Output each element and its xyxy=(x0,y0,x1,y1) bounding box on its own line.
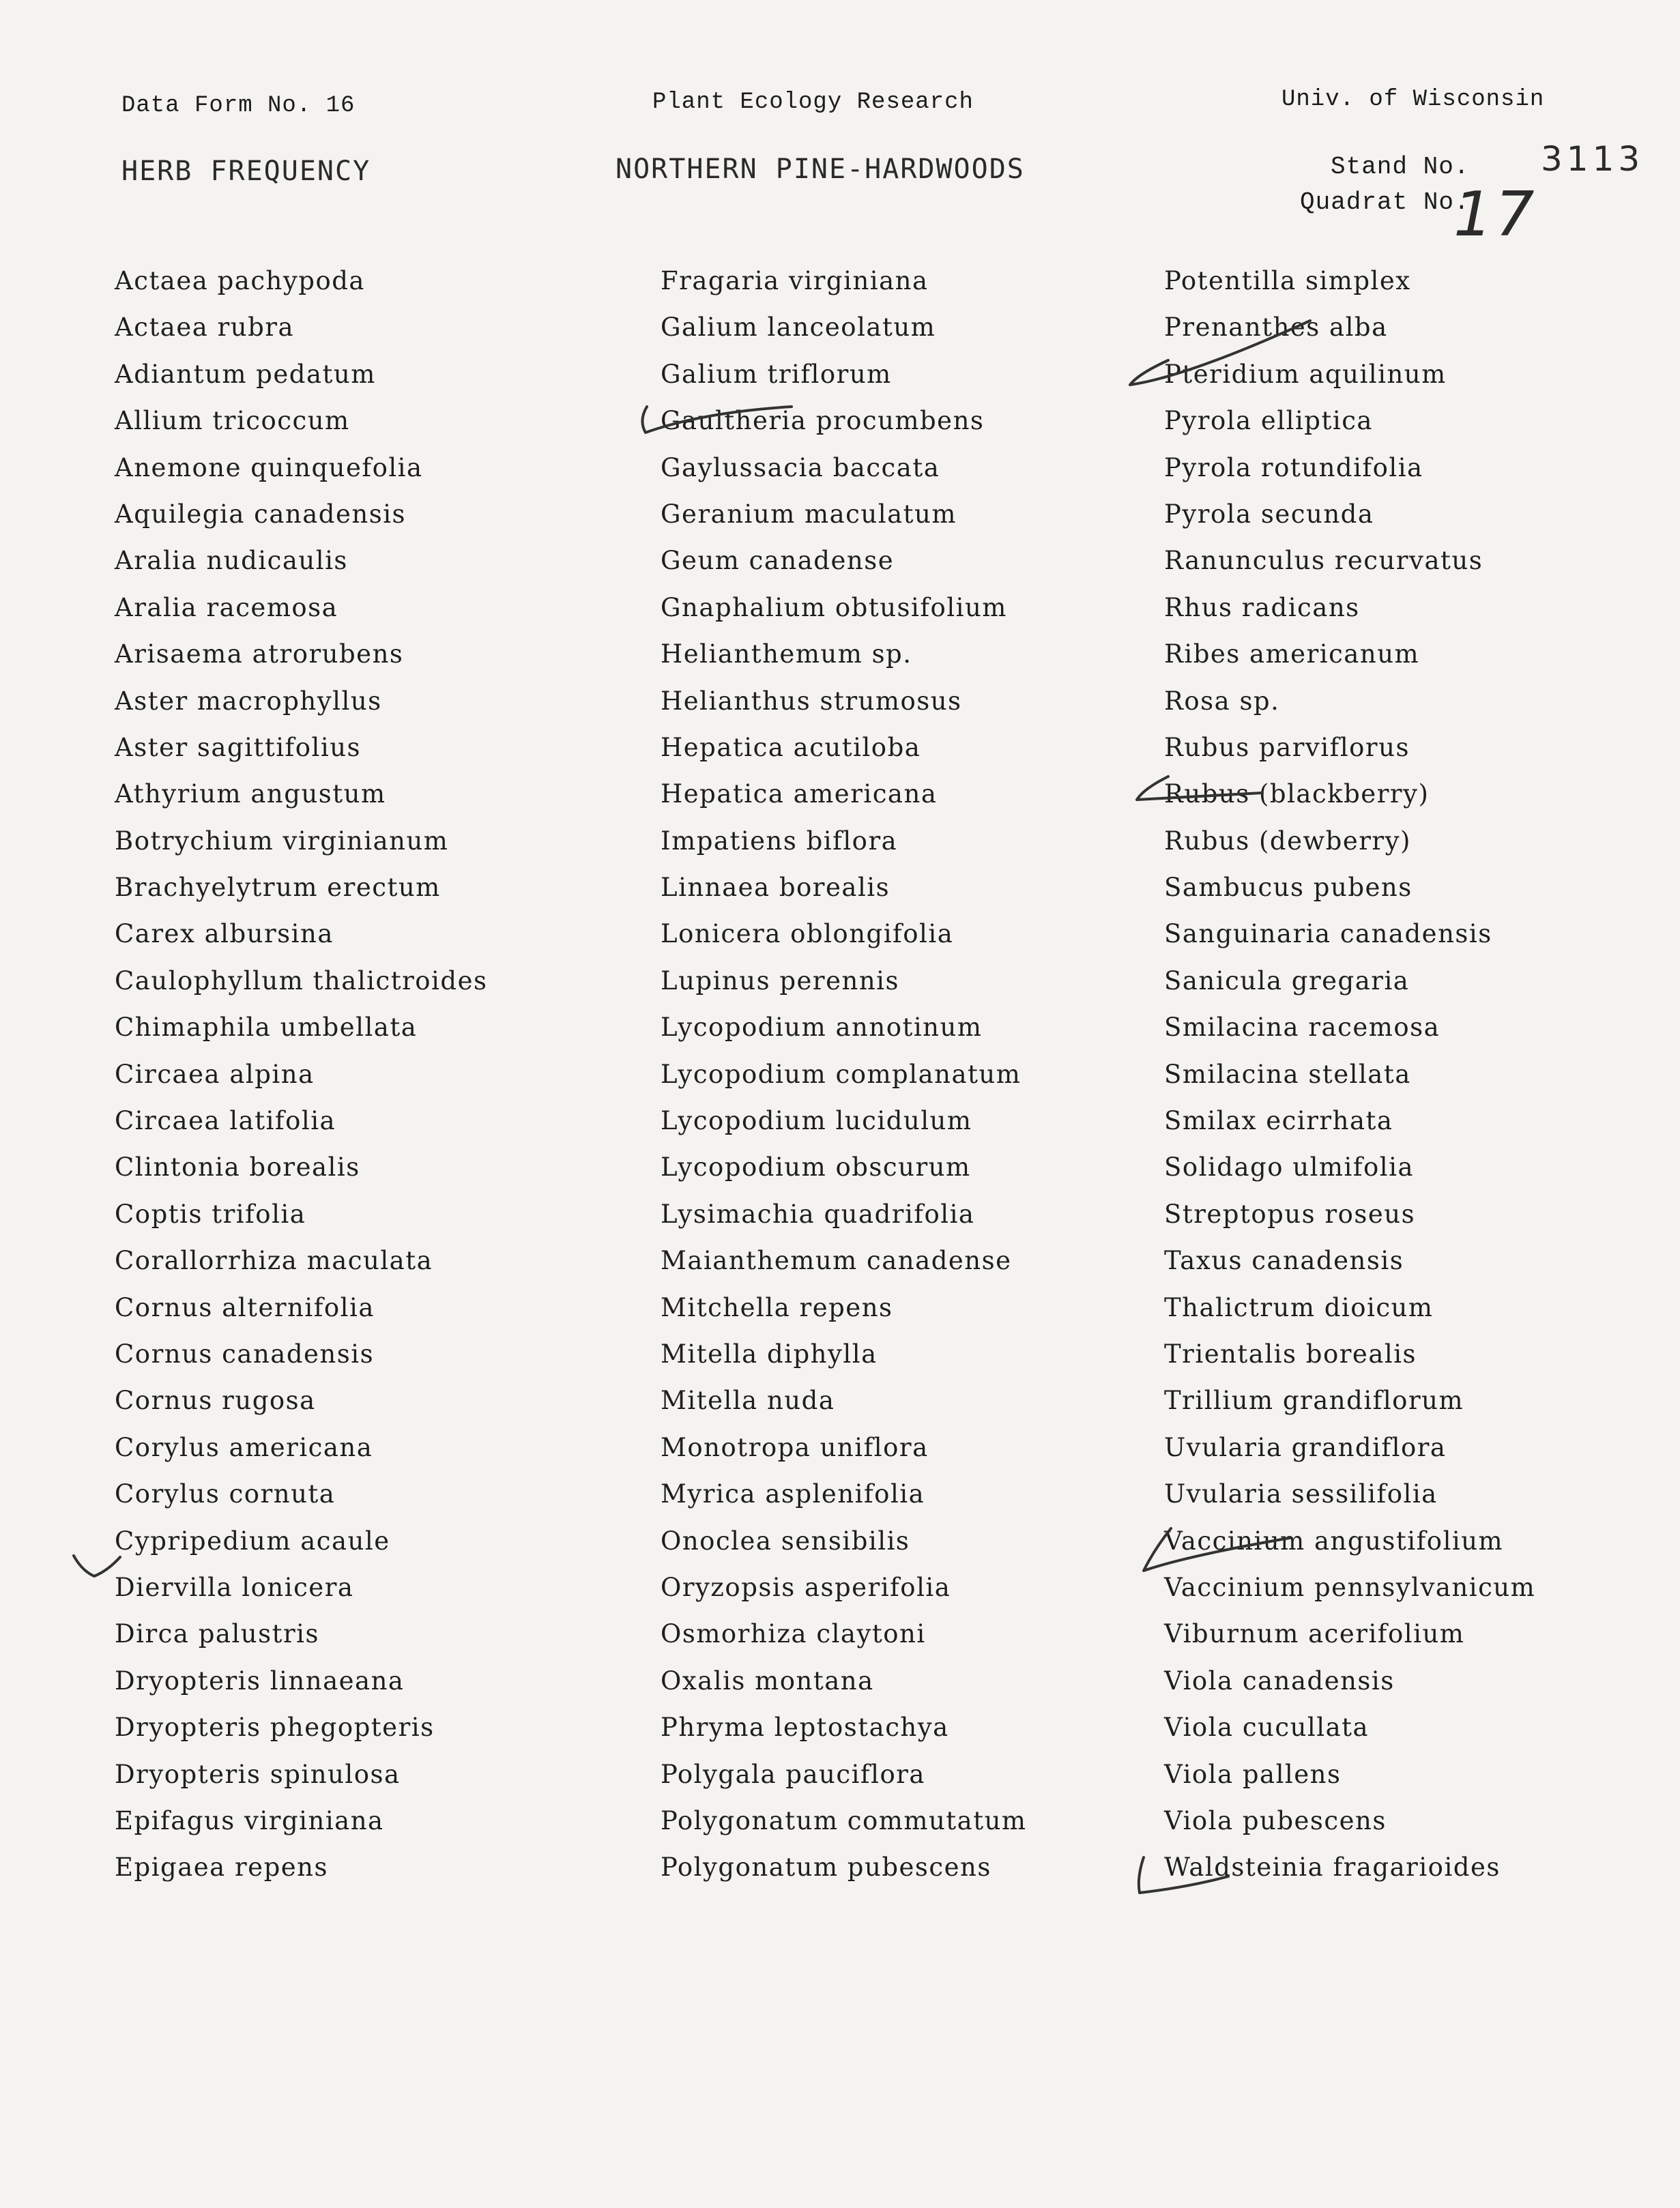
species-list-item: Impatiens biflora xyxy=(661,826,898,856)
species-list-item: Smilacina racemosa xyxy=(1164,1013,1440,1043)
species-list-item: Chimaphila umbellata xyxy=(115,1013,418,1043)
species-list-item: Coptis trifolia xyxy=(115,1199,306,1229)
stand-number-label: Stand No. xyxy=(1331,153,1470,181)
species-list-item: Waldsteinia fragarioides xyxy=(1164,1853,1501,1883)
species-list-item: Osmorhiza claytoni xyxy=(661,1619,926,1649)
species-list-item: Rosa sp. xyxy=(1164,686,1280,716)
form-title: HERB FREQUENCY xyxy=(121,156,371,187)
species-list-item: Pteridium aquilinum xyxy=(1164,359,1447,389)
species-list-item: Corylus americana xyxy=(115,1432,373,1462)
species-list-item: Circaea latifolia xyxy=(115,1106,336,1136)
species-list-item: Adiantum pedatum xyxy=(115,359,376,389)
species-list-item: Smilacina stellata xyxy=(1164,1059,1411,1089)
institution-name: Univ. of Wisconsin xyxy=(1281,87,1545,113)
species-list-item: Allium tricoccum xyxy=(115,406,350,436)
species-list-item: Trillium grandiflorum xyxy=(1164,1386,1464,1416)
species-list-item: Arisaema atrorubens xyxy=(115,639,404,669)
species-list-item: Rhus radicans xyxy=(1164,592,1360,622)
species-list-item: Actaea pachypoda xyxy=(115,266,365,295)
species-list-item: Viola canadensis xyxy=(1164,1666,1395,1696)
species-list-item: Uvularia sessilifolia xyxy=(1164,1479,1438,1509)
species-list-item: Helianthemum sp. xyxy=(661,639,912,669)
species-list-item: Hepatica americana xyxy=(661,779,938,809)
species-list-item: Dryopteris phegopteris xyxy=(115,1713,435,1743)
species-list-item: Athyrium angustum xyxy=(115,779,386,809)
species-list-item: Brachyelytrum erectum xyxy=(115,873,441,903)
species-list-item: Myrica asplenifolia xyxy=(661,1479,925,1509)
species-list-item: Thalictrum dioicum xyxy=(1164,1292,1434,1322)
species-list-item: Dryopteris linnaeana xyxy=(115,1666,405,1696)
species-list-item: Aquilegia canadensis xyxy=(115,499,407,529)
species-list-item: Circaea alpina xyxy=(115,1059,315,1089)
species-list-item: Viola pubescens xyxy=(1164,1805,1387,1835)
species-list-item: Oxalis montana xyxy=(661,1666,874,1696)
quadrat-number-label: Quadrat No. xyxy=(1300,188,1470,216)
species-list-item: Viola cucullata xyxy=(1164,1713,1370,1743)
species-list-item: Gaylussacia baccata xyxy=(661,452,940,482)
species-list-item: Diervilla lonicera xyxy=(115,1572,354,1602)
species-list-item: Sanicula gregaria xyxy=(1164,965,1410,996)
species-list-item: Lycopodium obscurum xyxy=(661,1152,971,1182)
species-list-item: Vaccinium pennsylvanicum xyxy=(1164,1572,1536,1602)
species-list-item: Cypripedium acaule xyxy=(115,1526,390,1556)
check-mark-icon xyxy=(74,1556,120,1576)
species-list-item: Mitella diphylla xyxy=(661,1339,878,1369)
species-list-item: Sambucus pubens xyxy=(1164,873,1413,903)
species-list-item: Vaccinium angustifolium xyxy=(1164,1526,1504,1556)
species-list-item: Cornus alternifolia xyxy=(115,1292,375,1322)
species-list-item: Corallorrhiza maculata xyxy=(115,1246,433,1276)
species-list-item: Hepatica acutiloba xyxy=(661,732,921,762)
species-list-item: Pyrola elliptica xyxy=(1164,406,1373,436)
species-list-item: Sanguinaria canadensis xyxy=(1164,919,1492,949)
species-list-item: Actaea rubra xyxy=(115,313,295,343)
species-list-item: Dryopteris spinulosa xyxy=(115,1759,401,1789)
species-list-item: Corylus cornuta xyxy=(115,1479,336,1509)
species-list-item: Prenanthes alba xyxy=(1164,313,1388,343)
species-list-item: Helianthus strumosus xyxy=(661,686,962,716)
species-list-item: Monotropa uniflora xyxy=(661,1432,929,1462)
species-list-item: Rubus parviflorus xyxy=(1164,732,1410,762)
species-list-item: Gaultheria procumbens xyxy=(661,406,985,436)
species-list-item: Carex albursina xyxy=(115,919,334,949)
species-column-3 xyxy=(1164,258,1535,1891)
species-list-item: Cornus rugosa xyxy=(115,1386,316,1416)
species-list-item: Viburnum acerifolium xyxy=(1164,1619,1465,1649)
species-list-item: Phryma leptostachya xyxy=(661,1713,949,1743)
quadrat-number-value: 17 xyxy=(1453,179,1537,250)
species-list-item: Aster macrophyllus xyxy=(115,686,382,716)
species-list-item: Linnaea borealis xyxy=(661,873,890,903)
species-column-2 xyxy=(661,258,1027,1891)
species-list-item: Fragaria virginiana xyxy=(661,266,929,295)
species-column-1 xyxy=(115,258,487,1891)
species-list-item: Oryzopsis asperifolia xyxy=(661,1572,951,1602)
species-list-item: Dirca palustris xyxy=(115,1619,319,1649)
species-list-item: Ribes americanum xyxy=(1164,639,1420,669)
species-list-item: Maianthemum canadense xyxy=(661,1246,1012,1276)
species-list-item: Polygonatum commutatum xyxy=(661,1805,1027,1835)
species-list-item: Polygonatum pubescens xyxy=(661,1853,991,1883)
species-list-item: Pyrola rotundifolia xyxy=(1164,452,1423,482)
species-list-item: Viola pallens xyxy=(1164,1759,1342,1789)
species-list-item: Uvularia grandiflora xyxy=(1164,1432,1447,1462)
species-list-item: Aster sagittifolius xyxy=(115,732,362,762)
species-list-item: Geum canadense xyxy=(661,546,895,576)
species-list-item: Aralia racemosa xyxy=(115,592,338,622)
species-list-item: Potentilla simplex xyxy=(1164,266,1411,295)
species-list-item: Pyrola secunda xyxy=(1164,499,1374,529)
species-list-item: Lonicera oblongifolia xyxy=(661,919,954,949)
community-title: NORTHERN PINE-HARDWOODS xyxy=(615,154,1025,185)
species-list-item: Polygala pauciflora xyxy=(661,1759,925,1789)
species-list-item: Lysimachia quadrifolia xyxy=(661,1199,975,1229)
species-list-item: Trientalis borealis xyxy=(1164,1339,1417,1369)
species-list-item: Lupinus perennis xyxy=(661,965,899,996)
species-list-item: Onoclea sensibilis xyxy=(661,1526,910,1556)
species-list-item: Aralia nudicaulis xyxy=(115,546,348,576)
species-list-item: Ranunculus recurvatus xyxy=(1164,546,1483,576)
species-list-item: Lycopodium complanatum xyxy=(661,1059,1022,1089)
species-list-item: Rubus (dewberry) xyxy=(1164,826,1411,856)
species-list-item: Botrychium virginianum xyxy=(115,826,449,856)
species-list-item: Lycopodium annotinum xyxy=(661,1013,983,1043)
species-list-item: Solidago ulmifolia xyxy=(1164,1152,1415,1182)
species-list-item: Mitchella repens xyxy=(661,1292,893,1322)
species-list-item: Mitella nuda xyxy=(661,1386,835,1416)
organization-name: Plant Ecology Research xyxy=(652,89,974,115)
species-list-item: Smilax ecirrhata xyxy=(1164,1106,1393,1136)
stand-number-value: 3113 xyxy=(1541,139,1645,179)
species-list-item: Rubus (blackberry) xyxy=(1164,779,1430,809)
species-list-item: Clintonia borealis xyxy=(115,1152,360,1182)
species-list-item: Anemone quinquefolia xyxy=(115,452,423,482)
species-list-item: Streptopus roseus xyxy=(1164,1199,1416,1229)
species-list-item: Galium lanceolatum xyxy=(661,313,936,343)
species-list-item: Lycopodium lucidulum xyxy=(661,1106,972,1136)
species-list-item: Caulophyllum thalictroides xyxy=(115,965,488,996)
species-list-item: Galium triflorum xyxy=(661,359,892,389)
form-number: Data Form No. 16 xyxy=(121,93,356,119)
species-list-item: Cornus canadensis xyxy=(115,1339,375,1369)
species-list-item: Geranium maculatum xyxy=(661,499,957,529)
species-list-item: Taxus canadensis xyxy=(1164,1246,1404,1276)
species-list-item: Epifagus virginiana xyxy=(115,1805,384,1835)
species-list-item: Epigaea repens xyxy=(115,1853,328,1883)
species-list-item: Gnaphalium obtusifolium xyxy=(661,592,1007,622)
